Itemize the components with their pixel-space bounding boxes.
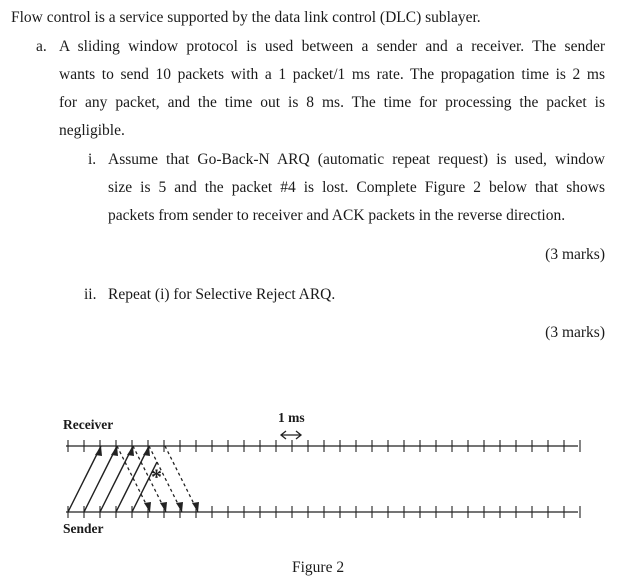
part-i-marks: (3 marks) — [545, 246, 605, 263]
part-ii-marker: ii. — [84, 286, 97, 303]
figure-caption: Figure 2 — [292, 559, 345, 576]
ack-4-line — [165, 446, 198, 512]
interval-label: 1 ms — [278, 410, 305, 425]
packet-0-arrowhead — [95, 446, 102, 456]
part-i-marker: i. — [88, 151, 97, 168]
part-a-line-1: A sliding window protocol is used between a sender and a receiver. The sender — [59, 38, 605, 55]
packet-2-line — [100, 446, 133, 512]
packet-0-line — [68, 446, 101, 512]
lost-packet-marker: * — [151, 464, 162, 489]
part-a-marker: a. — [36, 38, 47, 55]
part-a-line-4: negligible. — [59, 122, 125, 139]
part-ii-text: Repeat (i) for Selective Reject ARQ. — [108, 286, 336, 303]
packet-3-line — [116, 446, 149, 512]
packet-1-arrowhead — [111, 446, 118, 456]
part-a-line-3: for any packet, and the time out is 8 ms. The time for processing the packet is — [59, 94, 605, 111]
receiver-label: Receiver — [63, 417, 114, 432]
part-ii-marks: (3 marks) — [545, 324, 605, 341]
part-i-line-1: Assume that Go-Back-N ARQ (automatic repeat request) is used, window — [108, 151, 605, 168]
part-i-line-3: packets from sender to receiver and ACK packets in the reverse direction. — [108, 207, 566, 224]
intro-text: Flow control is a service supported by the data link control (DLC) sublayer. — [11, 9, 481, 26]
packet-1-line — [84, 446, 117, 512]
part-a-line-2: wants to send 10 packets with a 1 packet/1 ms rate. The propagation time is 2 ms — [59, 66, 605, 83]
packet-3-arrowhead — [143, 446, 150, 456]
interval-arrow — [281, 431, 301, 439]
packet-2-arrowhead — [127, 446, 134, 456]
part-i-line-2: size is 5 and the packet #4 is lost. Complete Figure 2 below that shows — [108, 179, 605, 196]
sender-label: Sender — [63, 521, 104, 536]
